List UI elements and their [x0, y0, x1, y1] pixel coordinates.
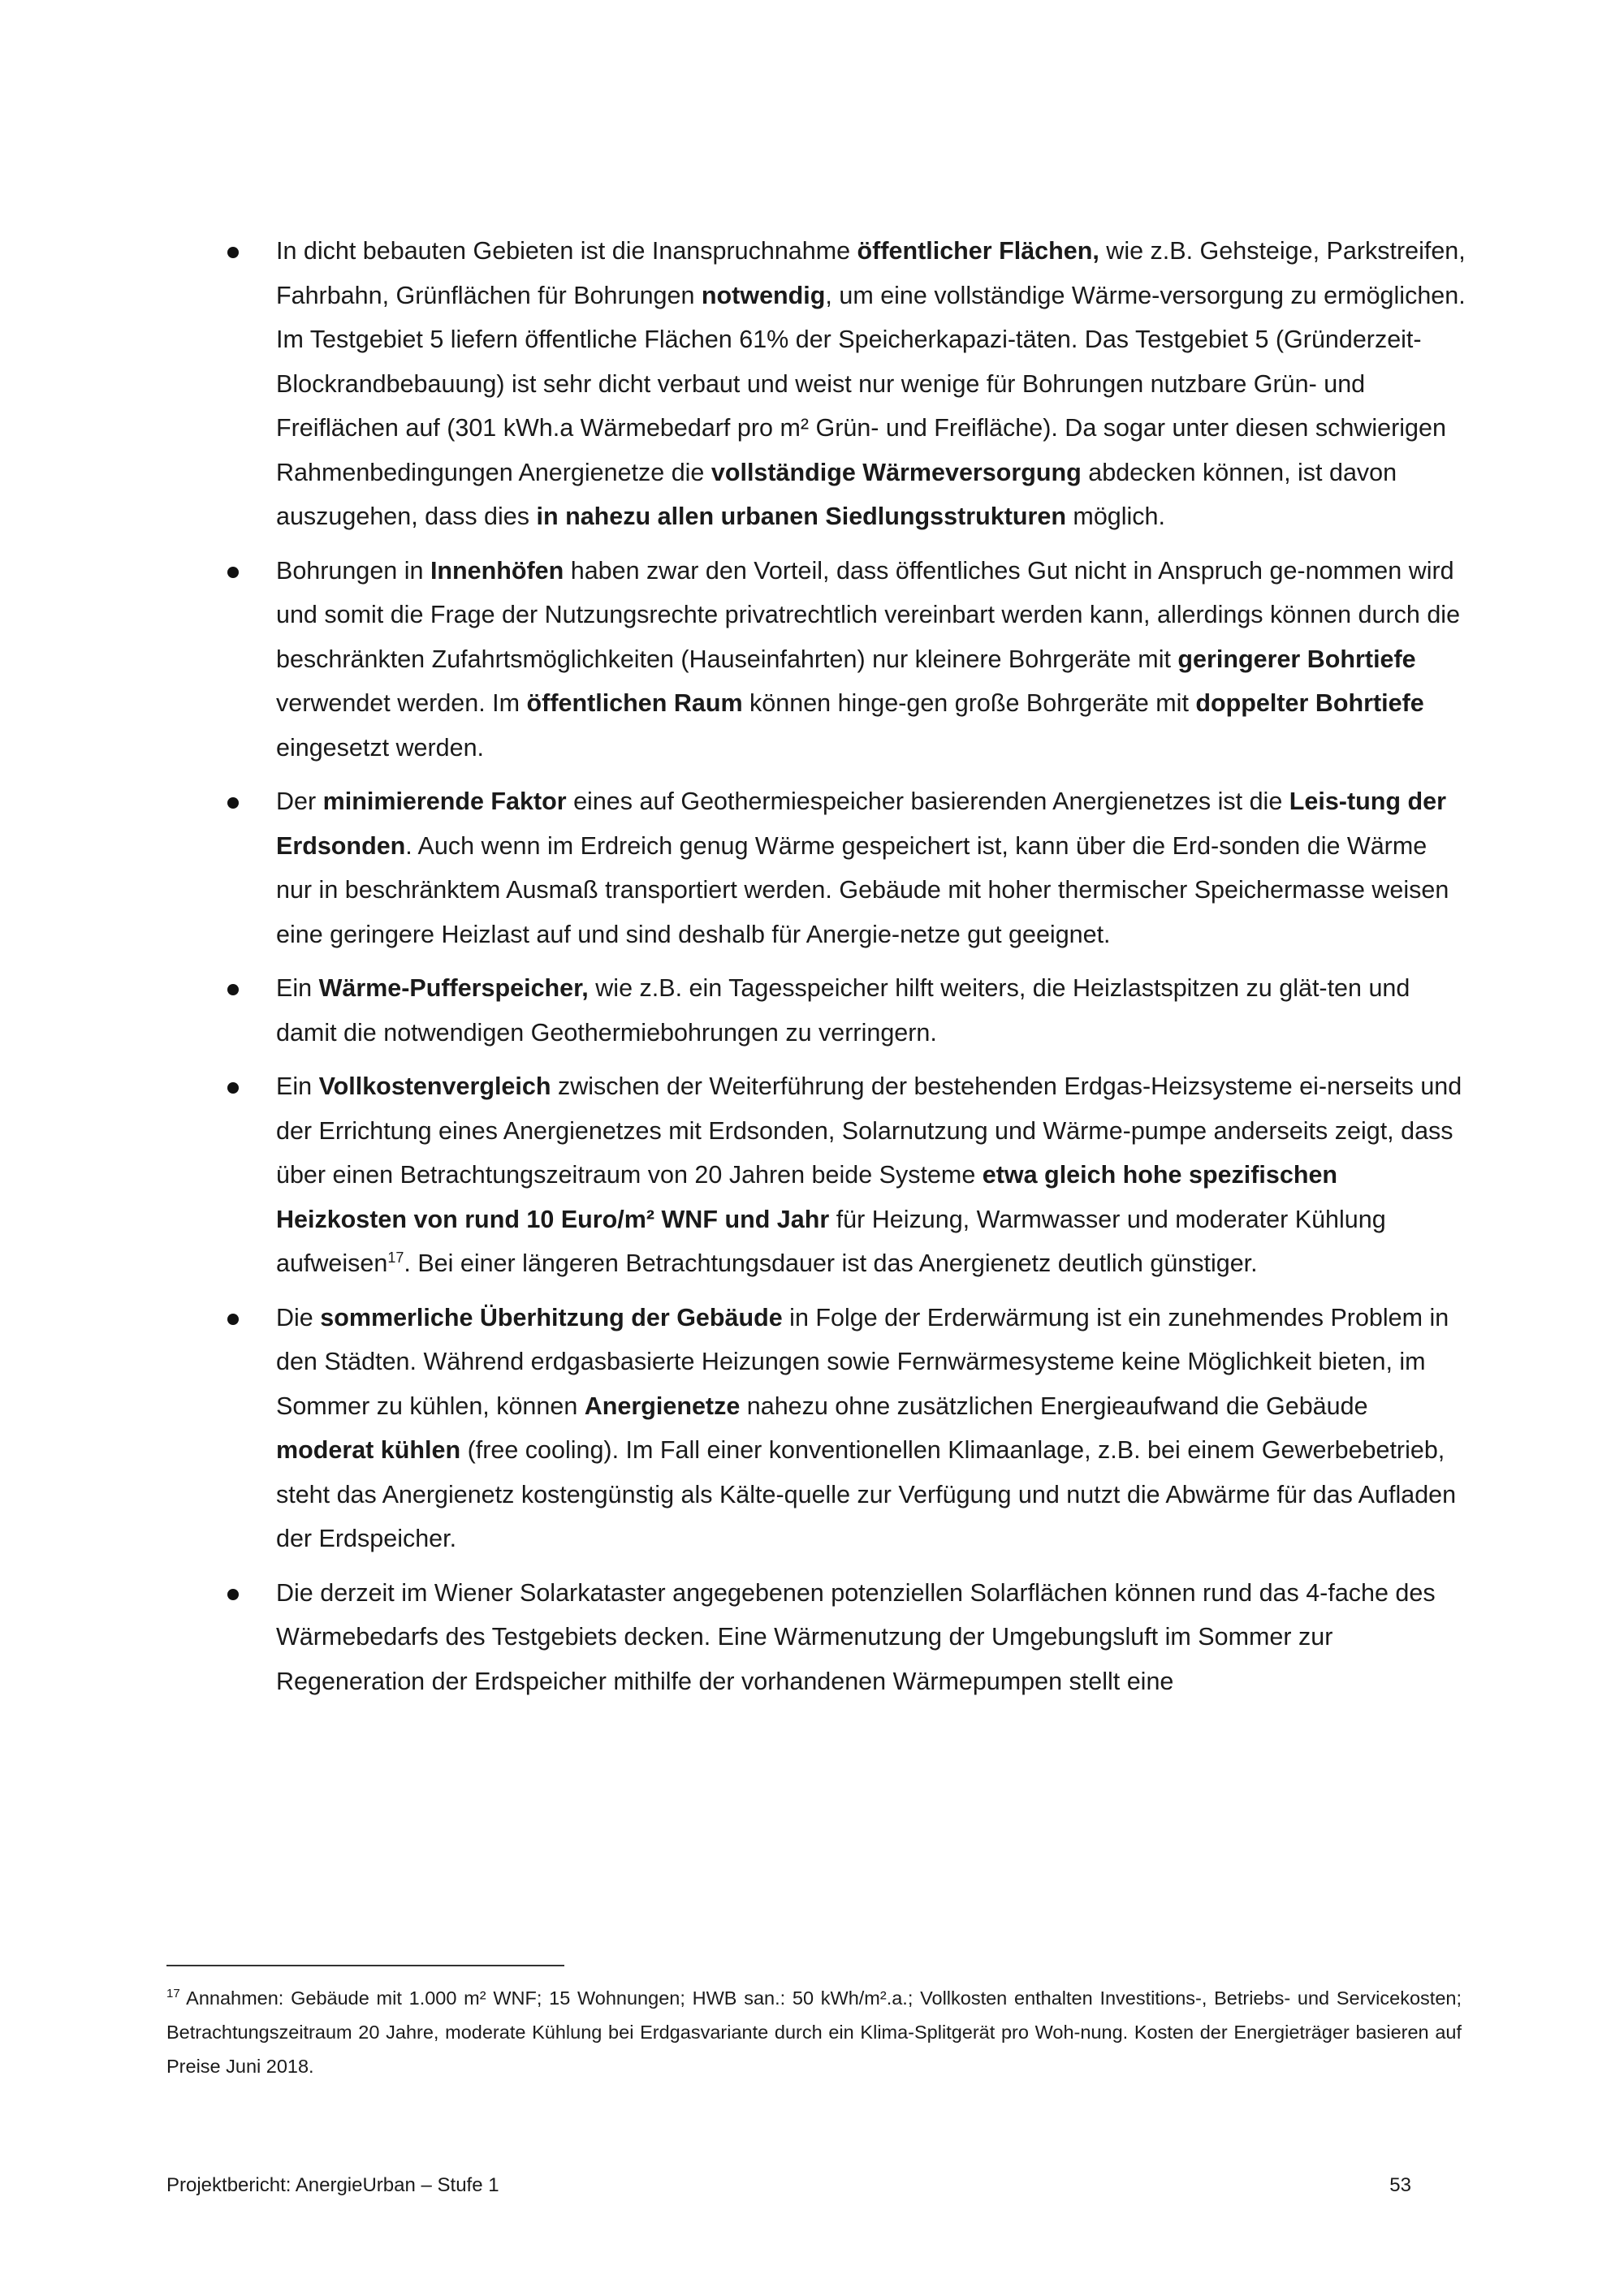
text-run: Ein — [276, 974, 319, 1002]
text-run: für Heizung, Warmwasser und moderater Kühlung aufweisen — [276, 1205, 1386, 1277]
bold-text: öffentlichen Raum — [526, 689, 743, 717]
bold-text: etwa gleich hohe spezifischen Heizkosten von rund 10 Euro/m² WNF und Jahr — [276, 1161, 1338, 1233]
bullet-text — [276, 557, 1460, 762]
footnote-text: Annahmen: Gebäude mit 1.000 m² WNF; 15 Wohnungen; HWB san.: 50 kWh/m².a.; Vollkosten enthalten Investitions-, Betriebs- und Servicekosten; Betrachtungszeitraum 20 Jahre, moderate Kühlung bei Erdgasvariante durch ein Klima-Splitgerät pro Woh-nung. Kosten der Energieträger basieren auf Preise Juni 2018. — [166, 1987, 1462, 2077]
bullet-text — [276, 237, 1466, 530]
bullet-icon — [227, 1082, 239, 1094]
text-run: . Auch wenn im Erdreich genug Wärme gespeichert ist, kann über die Erd-sonden die Wärme nur in beschränktem Ausmaß transportiert werden. Gebäude mit hoher thermischer Speichermasse weisen eine geringere Heizlast auf und sind deshalb für Anergie-netze gut geeignet. — [276, 831, 1449, 948]
text-run: (free cooling). Im Fall einer konventionellen Klimaanlage, z.B. bei einem Gewerbebetrieb, steht das Anergienetz kostengünstig als Kälte-quelle zur Verfügung und nutzt die Abwärme für das Aufladen der Erdspeicher. — [276, 1436, 1457, 1552]
footnote-marker: 17 — [166, 1987, 180, 2001]
text-run: Ein — [276, 1072, 319, 1100]
bullet-icon — [227, 984, 239, 995]
bullet-list — [218, 229, 1468, 1713]
text-run: möglich. — [1065, 503, 1165, 530]
text-run: Der — [276, 788, 323, 815]
bold-text: doppelter Bohrtiefe — [1195, 689, 1424, 717]
bullet-item — [218, 966, 1468, 1055]
footnote — [166, 1981, 1462, 2083]
bullet-icon — [227, 797, 239, 809]
text-run: Die — [276, 1303, 321, 1331]
bullet-text — [276, 788, 1449, 948]
text-run: in Folge der Erderwärmung ist ein zunehmendes Problem in den Städten. Während erdgasbasierte Heizungen sowie Fernwärmesysteme keine Möglichkeit bieten, im Sommer zu kühlen, können — [276, 1303, 1449, 1420]
bold-text: vollständige Wärmeversorgung — [710, 458, 1082, 486]
text-run: , um eine vollständige Wärme-versorgung zu ermöglichen. Im Testgebiet 5 liefern öffentliche Flächen 61% der Speicherkapazi-täten. Das Testgebiet 5 (Gründerzeit-Blockrandbebauung) ist sehr dicht verbaut und weist nur wenige für Bohrungen nutzbare Grün- und Freiflächen auf (301 kWh.a Wärmebedarf pro m² Grün- und Freifläche). Da sogar unter diesen schwierigen Rahmenbedingungen Anergienetze die — [276, 281, 1466, 486]
bold-text: geringerer Bohrtiefe — [1177, 645, 1416, 673]
text-run: nahezu ohne zusätzlichen Energieaufwand die Gebäude — [740, 1392, 1368, 1420]
footnote-ref: 17 — [387, 1249, 404, 1266]
bold-text: in nahezu allen urbanen Siedlungsstrukturen — [536, 503, 1066, 530]
text-run: In dicht bebauten Gebieten ist die Inanspruchnahme — [276, 237, 857, 265]
bold-text: Wärme-Pufferspeicher, — [318, 974, 589, 1002]
bullet-item — [218, 779, 1468, 956]
bold-text: moderat kühlen — [276, 1436, 461, 1464]
bold-text: notwendig — [701, 281, 826, 309]
text-run: Bohrungen in — [276, 556, 430, 585]
text-run: verwendet werden. Im — [276, 689, 527, 717]
text-run: wie z.B. Gehsteige, Parkstreifen, Fahrbahn, Grünflächen für Bohrungen — [276, 237, 1466, 309]
page-number: 53 — [1389, 2174, 1411, 2196]
text-run: wie z.B. ein Tagesspeicher hilft weiters, die Heizlastspitzen zu glät-ten und damit die notwendigen Geothermiebohrungen zu verringern. — [276, 974, 1410, 1047]
footer-title: Projektbericht: AnergieUrban – Stufe 1 — [166, 2174, 499, 2196]
text-run: eingesetzt werden. — [276, 733, 485, 762]
text-run: abdecken können, ist davon auszugehen, dass dies — [276, 458, 1397, 530]
bullet-icon — [227, 1314, 239, 1325]
bullet-text — [276, 974, 1410, 1047]
text-run: Die derzeit im Wiener Solarkataster angegebenen potenziellen Solarflächen können rund das 4-fache des Wärmebedarfs des Testgebiets decken. Eine Wärmenutzung der Umgebungsluft im Sommer zur Regeneration der Erdspeicher mithilfe der vorhandenen Wärmepumpen stellt eine — [276, 1578, 1436, 1695]
text-run: zwischen der Weiterführung der bestehenden Erdgas-Heizsysteme ei-nerseits und der Errichtung eines Anergienetzes mit Erdsonden, Solarnutzung und Wärme-pumpe anderseits zeigt, dass über einen Betrachtungszeitraum von 20 Jahren beide Systeme — [276, 1072, 1462, 1189]
bullet-item — [218, 1571, 1468, 1704]
bold-text: Innenhöfen — [430, 556, 564, 585]
bullet-icon — [227, 1589, 239, 1600]
text-run: können hinge-gen große Bohrgeräte mit — [742, 689, 1196, 717]
text-run: eines auf Geothermiespeicher basierenden Anergienetzes ist die — [566, 788, 1289, 815]
bullet-text — [276, 1072, 1462, 1277]
bullet-item — [218, 1296, 1468, 1561]
bullet-text — [276, 1304, 1456, 1553]
bullet-text — [276, 1579, 1436, 1695]
bullet-icon — [227, 567, 239, 578]
bold-text: Vollkostenvergleich — [318, 1072, 551, 1100]
bullet-item — [218, 1064, 1468, 1286]
text-run: haben zwar den Vorteil, dass öffentliches Gut nicht in Anspruch ge-nommen wird und somit die Frage der Nutzungsrechte privatrechtlich vereinbart werden kann, allerdings können durch die beschränkten Zufahrtsmöglichkeiten (Hauseinfahrten) nur kleinere Bohrgeräte mit — [276, 556, 1461, 673]
bold-text: öffentlicher Flächen, — [857, 237, 1099, 265]
bold-text: Leis-tung der Erdsonden — [276, 788, 1446, 860]
bullet-item — [218, 229, 1468, 539]
footnote-divider — [166, 1965, 564, 1966]
bold-text: Anergienetze — [584, 1392, 741, 1420]
bold-text: minimierende Faktor — [322, 788, 567, 815]
bullet-item — [218, 549, 1468, 770]
bold-text: sommerliche Überhitzung der Gebäude — [320, 1303, 783, 1331]
text-run: . Bei einer längeren Betrachtungsdauer ist das Anergienetz deutlich günstiger. — [404, 1249, 1258, 1277]
bullet-icon — [227, 247, 239, 258]
